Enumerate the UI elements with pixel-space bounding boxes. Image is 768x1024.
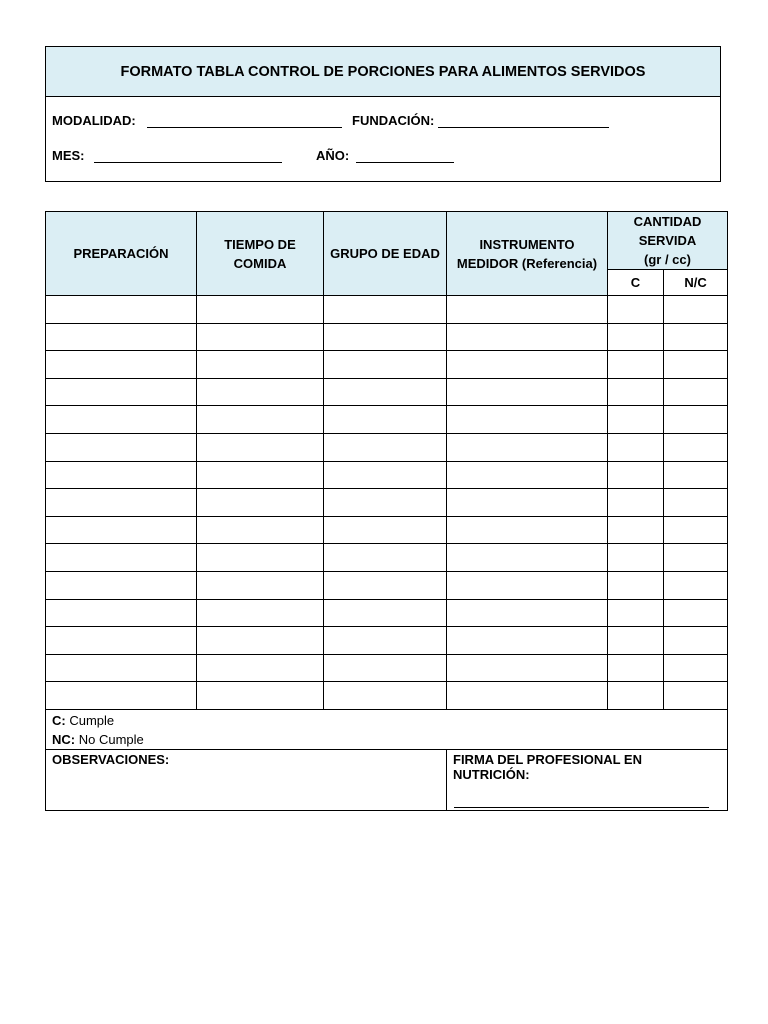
cell-instrumento[interactable] <box>447 296 608 324</box>
cell-preparacion[interactable] <box>46 323 197 351</box>
observaciones-label: OBSERVACIONES: <box>52 751 170 767</box>
firma-cell <box>447 749 728 810</box>
cell-preparacion[interactable] <box>46 682 197 710</box>
cell-preparacion[interactable] <box>46 599 197 627</box>
table-row <box>46 461 728 489</box>
table-row <box>46 433 728 461</box>
cell-tiempo[interactable] <box>197 461 324 489</box>
cell-grupo[interactable] <box>324 351 447 379</box>
cell-nc[interactable] <box>664 571 728 599</box>
cell-tiempo[interactable] <box>197 544 324 572</box>
cell-instrumento[interactable] <box>447 682 608 710</box>
cell-c[interactable] <box>608 627 664 655</box>
cell-nc[interactable] <box>664 599 728 627</box>
cell-tiempo[interactable] <box>197 323 324 351</box>
cell-c[interactable] <box>608 489 664 517</box>
col-header-instrumento-line2: MEDIDOR (Referencia) <box>456 255 598 271</box>
cell-nc[interactable] <box>664 627 728 655</box>
legend-c <box>52 711 727 730</box>
cell-grupo[interactable] <box>324 654 447 682</box>
table-row <box>46 378 728 406</box>
cell-instrumento[interactable] <box>447 654 608 682</box>
cell-instrumento[interactable] <box>447 461 608 489</box>
fundacion-label: FUNDACIÓN: <box>352 113 435 128</box>
cell-tiempo[interactable] <box>197 378 324 406</box>
cell-c[interactable] <box>608 571 664 599</box>
cell-nc[interactable] <box>664 433 728 461</box>
cell-grupo[interactable] <box>324 323 447 351</box>
col-header-cantidad-line3: (gr / cc) <box>644 252 691 267</box>
table-row <box>46 296 728 324</box>
cell-tiempo[interactable] <box>197 516 324 544</box>
table-row <box>46 544 728 572</box>
table-row <box>46 489 728 517</box>
table-row <box>46 654 728 682</box>
cell-instrumento[interactable] <box>447 627 608 655</box>
cell-nc[interactable] <box>664 682 728 710</box>
modalidad-field[interactable] <box>147 127 342 128</box>
cell-grupo[interactable] <box>324 682 447 710</box>
form-title: FORMATO TABLA CONTROL DE PORCIONES PARA ALIMENTOS SERVIDOS <box>46 47 720 97</box>
cell-tiempo[interactable] <box>197 571 324 599</box>
mes-field[interactable] <box>94 162 282 163</box>
cell-grupo[interactable] <box>324 544 447 572</box>
cell-c[interactable] <box>608 682 664 710</box>
cell-preparacion[interactable] <box>46 406 197 434</box>
cell-instrumento[interactable] <box>447 599 608 627</box>
cell-tiempo[interactable] <box>197 433 324 461</box>
cell-c[interactable] <box>608 599 664 627</box>
cell-nc[interactable] <box>664 516 728 544</box>
firma-signature-line[interactable] <box>454 807 709 808</box>
cell-preparacion[interactable] <box>46 351 197 379</box>
cell-c[interactable] <box>608 654 664 682</box>
cell-tiempo[interactable] <box>197 296 324 324</box>
cell-preparacion[interactable] <box>46 571 197 599</box>
cell-instrumento[interactable] <box>447 406 608 434</box>
legend-c-text: Cumple <box>69 712 115 728</box>
col-header-instrumento-line1: INSTRUMENTO <box>479 236 575 252</box>
table-row <box>46 516 728 544</box>
cell-preparacion[interactable] <box>46 489 197 517</box>
cell-nc[interactable] <box>664 296 728 324</box>
legend-nc-key: NC: <box>52 731 76 747</box>
col-header-instrumento <box>447 212 608 296</box>
cell-nc[interactable] <box>664 461 728 489</box>
legend <box>46 709 728 749</box>
cell-instrumento[interactable] <box>447 323 608 351</box>
cell-instrumento[interactable] <box>447 516 608 544</box>
cell-tiempo[interactable] <box>197 406 324 434</box>
observaciones-cell[interactable] <box>46 749 447 810</box>
cell-instrumento[interactable] <box>447 378 608 406</box>
fundacion-field[interactable] <box>438 127 609 128</box>
cell-tiempo[interactable] <box>197 489 324 517</box>
table-row <box>46 599 728 627</box>
cell-nc[interactable] <box>664 378 728 406</box>
col-header-cantidad-line1: CANTIDAD <box>633 214 702 229</box>
anio-label: AÑO: <box>316 148 350 163</box>
cell-preparacion[interactable] <box>46 516 197 544</box>
cell-grupo[interactable] <box>324 571 447 599</box>
anio-field[interactable] <box>356 162 454 163</box>
cell-nc[interactable] <box>664 323 728 351</box>
legend-c-key: C: <box>52 712 66 728</box>
cell-tiempo[interactable] <box>197 627 324 655</box>
cell-grupo[interactable] <box>324 296 447 324</box>
table-row <box>46 682 728 710</box>
col-header-cantidad <box>608 212 728 270</box>
subheader-c: C <box>608 270 664 296</box>
mes-label: MES: <box>52 148 85 163</box>
cell-c[interactable] <box>608 433 664 461</box>
cell-preparacion[interactable] <box>46 627 197 655</box>
col-header-grupo: GRUPO DE EDAD <box>324 212 447 296</box>
table-row <box>46 323 728 351</box>
cell-instrumento[interactable] <box>447 351 608 379</box>
cell-nc[interactable] <box>664 489 728 517</box>
cell-preparacion[interactable] <box>46 461 197 489</box>
table-row <box>46 351 728 379</box>
cell-c[interactable] <box>608 544 664 572</box>
subheader-nc: N/C <box>664 270 728 296</box>
cell-c[interactable] <box>608 296 664 324</box>
table-row <box>46 571 728 599</box>
cell-grupo[interactable] <box>324 516 447 544</box>
cell-grupo[interactable] <box>324 461 447 489</box>
cell-c[interactable] <box>608 378 664 406</box>
cell-preparacion[interactable] <box>46 544 197 572</box>
firma-label: FIRMA DEL PROFESIONAL EN NUTRICIÓN: <box>453 751 642 782</box>
cell-tiempo[interactable] <box>197 682 324 710</box>
legend-nc <box>52 730 727 749</box>
cell-instrumento[interactable] <box>447 433 608 461</box>
cell-preparacion[interactable] <box>46 296 197 324</box>
cell-nc[interactable] <box>664 351 728 379</box>
cell-nc[interactable] <box>664 544 728 572</box>
portion-control-table <box>45 211 728 811</box>
cell-tiempo[interactable] <box>197 351 324 379</box>
table-body <box>46 296 728 710</box>
cell-c[interactable] <box>608 406 664 434</box>
cell-instrumento[interactable] <box>447 571 608 599</box>
cell-preparacion[interactable] <box>46 378 197 406</box>
col-header-tiempo-text: TIEMPO DE COMIDA <box>224 236 296 271</box>
col-header-preparacion: PREPARACIÓN <box>46 212 197 296</box>
cell-grupo[interactable] <box>324 433 447 461</box>
table-row <box>46 627 728 655</box>
cell-preparacion[interactable] <box>46 433 197 461</box>
cell-nc[interactable] <box>664 654 728 682</box>
cell-c[interactable] <box>608 461 664 489</box>
cell-grupo[interactable] <box>324 489 447 517</box>
cell-grupo[interactable] <box>324 627 447 655</box>
table-row <box>46 406 728 434</box>
cell-c[interactable] <box>608 351 664 379</box>
col-header-cantidad-line2: SERVIDA <box>638 233 697 248</box>
cell-grupo[interactable] <box>324 599 447 627</box>
legend-nc-text: No Cumple <box>78 731 144 747</box>
cell-tiempo[interactable] <box>197 599 324 627</box>
cell-tiempo[interactable] <box>197 654 324 682</box>
cell-c[interactable] <box>608 323 664 351</box>
cell-grupo[interactable] <box>324 378 447 406</box>
cell-grupo[interactable] <box>324 406 447 434</box>
cell-c[interactable] <box>608 516 664 544</box>
cell-instrumento[interactable] <box>447 544 608 572</box>
cell-preparacion[interactable] <box>46 654 197 682</box>
col-header-tiempo <box>197 212 324 296</box>
cell-instrumento[interactable] <box>447 489 608 517</box>
cell-nc[interactable] <box>664 406 728 434</box>
modalidad-label: MODALIDAD: <box>52 113 136 128</box>
